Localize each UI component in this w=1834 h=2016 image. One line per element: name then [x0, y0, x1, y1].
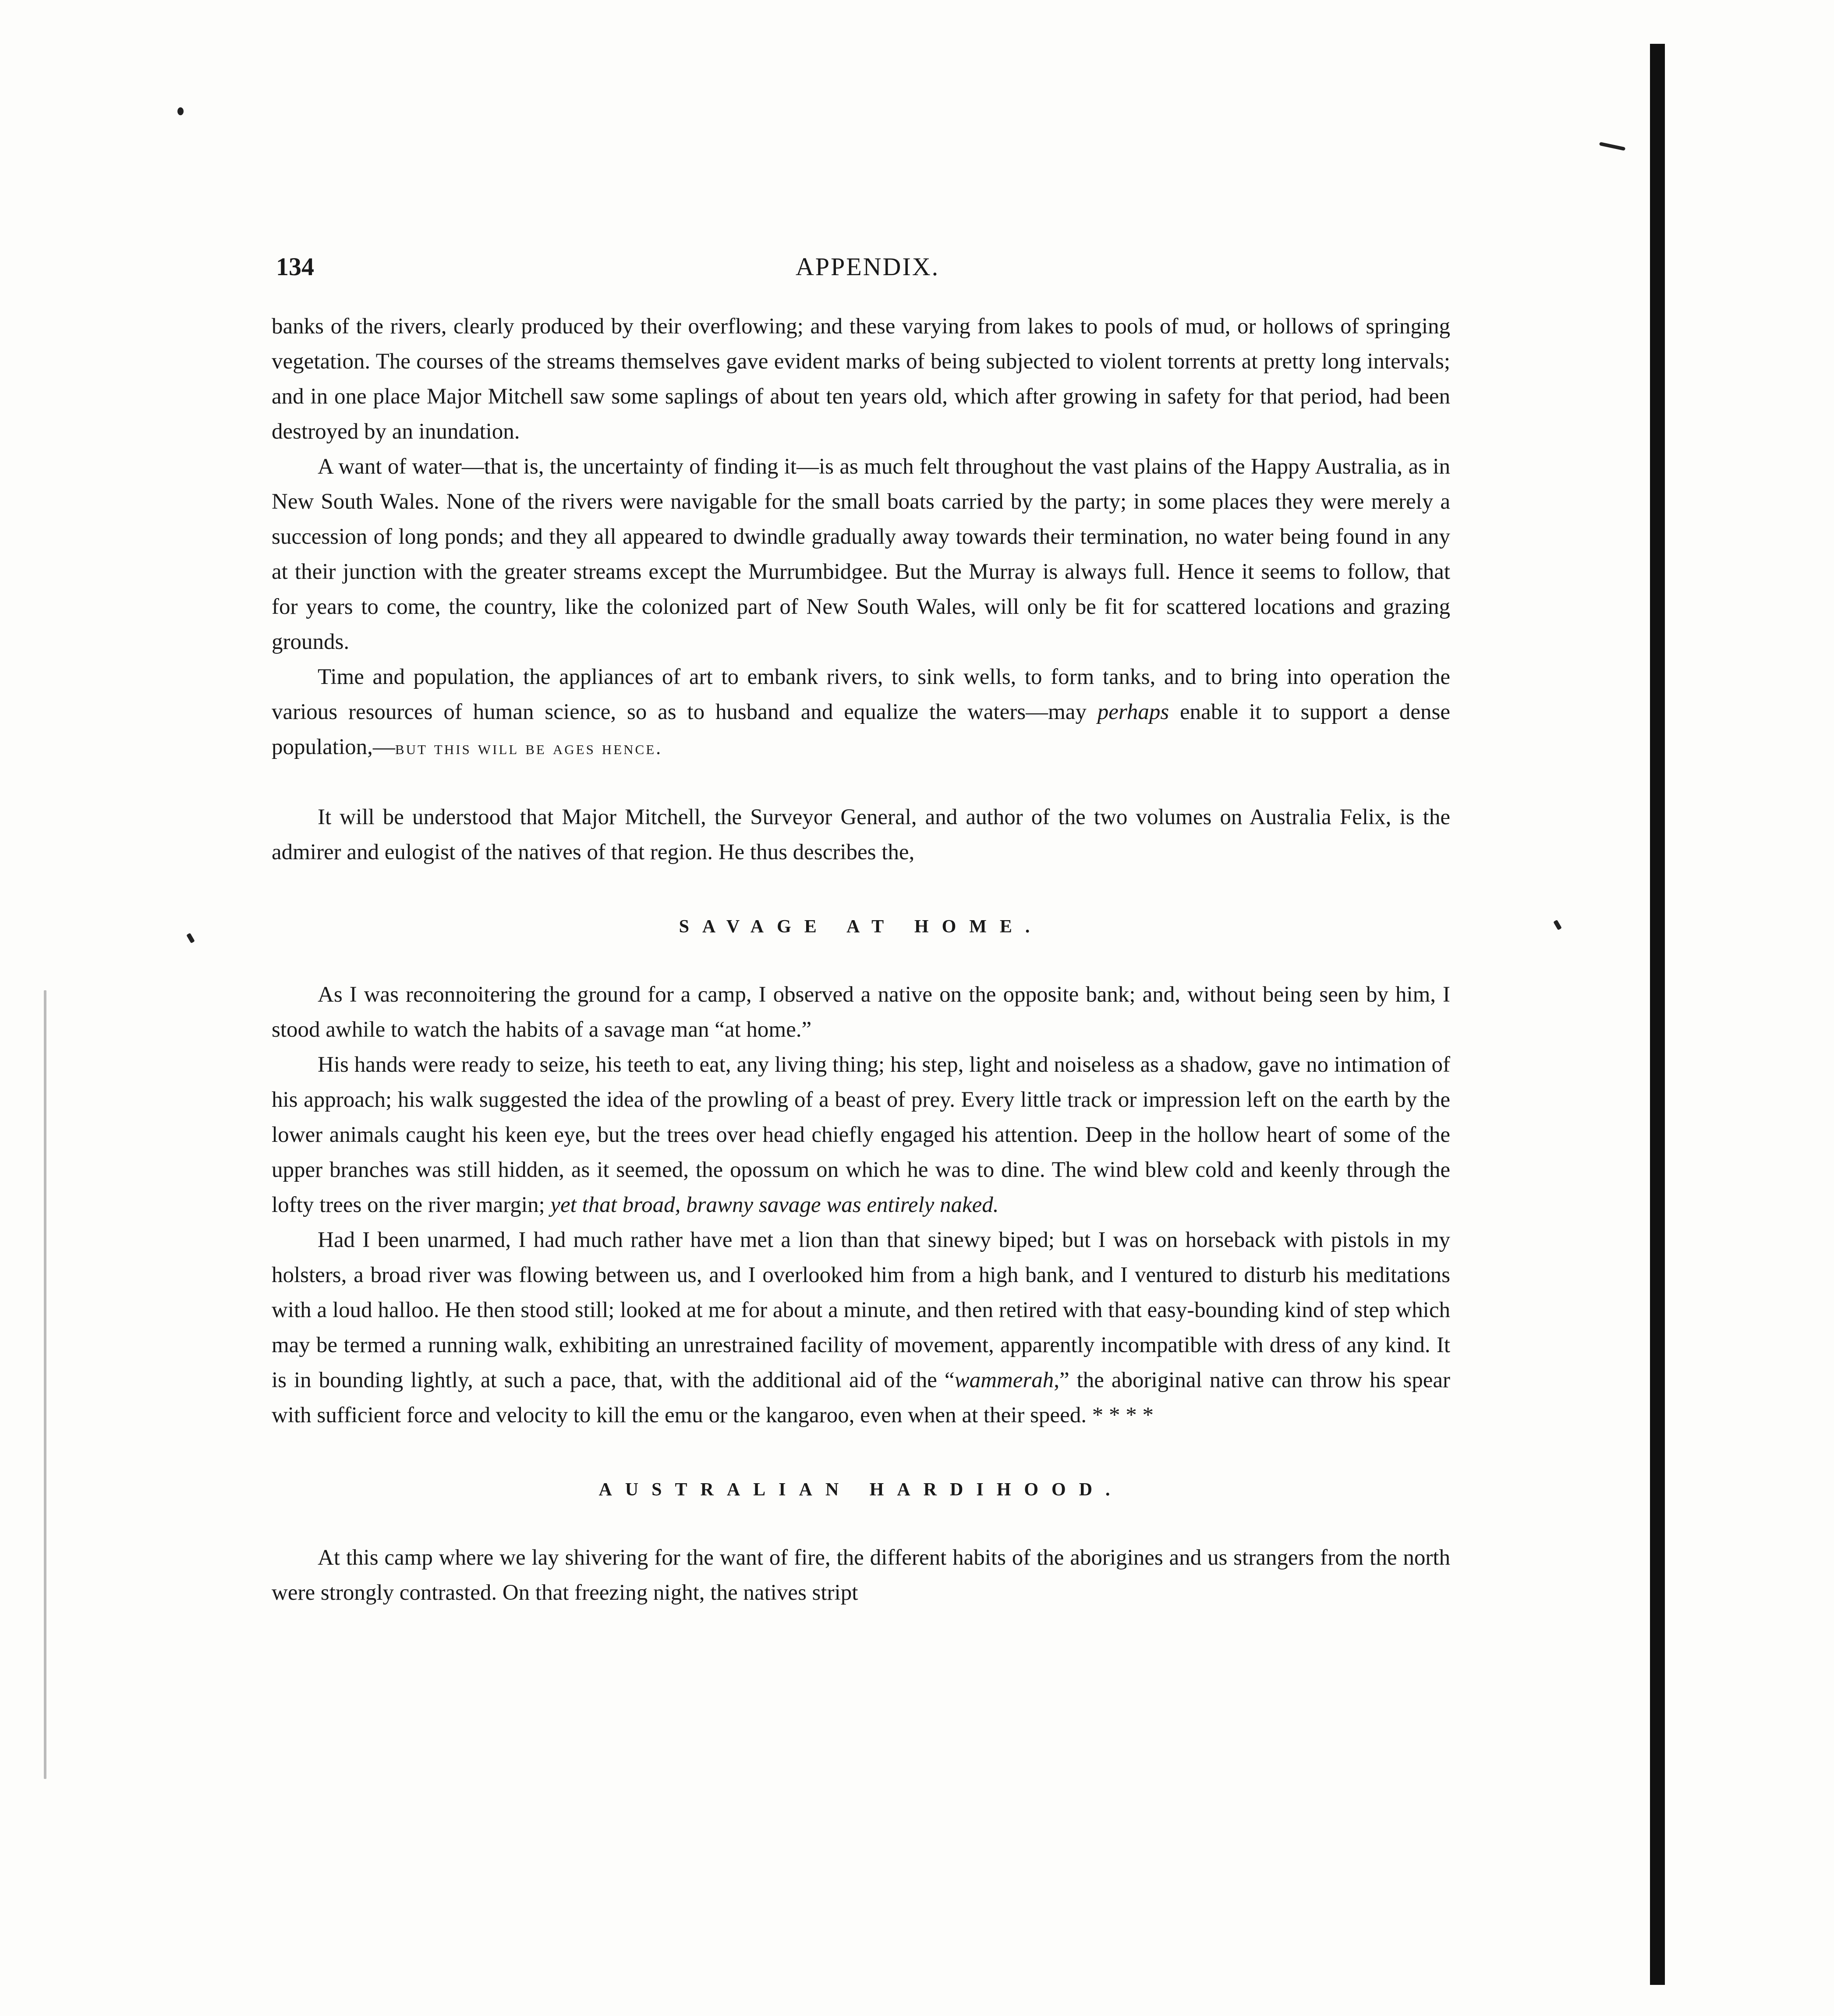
ink-speck: [44, 990, 46, 1779]
section-heading: AUSTRALIAN HARDIHOOD.: [598, 1480, 1123, 1500]
italic-emphasis: wammerah: [954, 1368, 1054, 1392]
paragraph: As I was reconnoitering the ground for a camp, I observed a native on the opposite bank; and, without being seen by him, I stood awhile to watch the habits of a savage man “at home.”: [272, 982, 1450, 1042]
ink-speck: [186, 933, 195, 943]
paragraph: It will be understood that Major Mitchell, the Surveyor General, and author of the two volumes on Australia Felix, is the admirer and eulogist of the natives of that region. He thus describes the,: [272, 805, 1450, 865]
section-heading: SAVAGE AT HOME.: [679, 917, 1043, 937]
italic-emphasis: perhaps: [1097, 700, 1169, 724]
paragraph: Had I been unarmed, I had much rather have met a lion than that sinewy biped; but I was on horseback with pistols in my holsters, a broad river was flowing between us, and I overlooked him from a high bank, and I ventured to disturb his meditations with a loud halloo. He then stood still; looked at me for about a minute, and then retired with that easy-bounding kind of step which may be termed a running walk, exhibiting an unrestrained facility of movement, apparently incompatible with dress of any kind. It is in bounding lightly, at such a pace, that, with the additional aid of the “wammerah,” the aboriginal native can throw his spear with sufficient force and velocity to kill the emu or the kangaroo, even when at their speed. * * * *: [272, 1228, 1450, 1428]
paragraph: His hands were ready to seize, his teeth to eat, any living thing; his step, light and noiseless as a shadow, gave no intimation of his approach; his walk suggested the idea of the prowling of a beast of prey. Every little track or impression left on the earth by the lower animals caught his keen eye, but the trees over head chiefly engaged his attention. Deep in the hollow heart of some of the upper branches was still hidden, as it seemed, the opossum on which he was to dine. The wind blew cold and keenly through the lofty trees on the river margin; yet that broad, brawny savage was entirely naked.: [272, 1052, 1450, 1217]
book-spine-shadow: [1650, 44, 1665, 1985]
paragraph: Time and population, the appliances of art to embank rivers, to sink wells, to form tanks, and to bring into operation the various resources of human science, so as to husband and equalize the waters—may perhaps enable it to support a dense population,—but this will be ages hence.: [272, 665, 1451, 759]
paragraph: A want of water—that is, the uncertainty of finding it—is as much felt throughout the vast plains of the Happy Australia, as in New South Wales. None of the rivers were navigable for the small boats carried by the party; in some places they were merely a succession of long ponds; and they all appeared to dwindle gradually away towards their termination, no water being found in any at their junction with the greater streams except the Murrumbidgee. But the Murray is always full. Hence it seems to follow, that for years to come, the country, like the colonized part of New South Wales, will only be fit for scattered locations and grazing grounds.: [272, 454, 1450, 654]
ink-speck: [177, 107, 184, 115]
ink-speck: [1553, 920, 1562, 930]
running-title: APPENDIX.: [795, 252, 940, 281]
italic-emphasis: yet that broad, brawny savage was entirely naked.: [550, 1193, 999, 1217]
body-text: [272, 309, 1450, 1610]
ink-speck: [1599, 142, 1625, 151]
paragraph: banks of the rivers, clearly produced by their overflowing; and these varying from lakes to pools of mud, or hollows of springing vegetation. The courses of the streams themselves gave evident marks of being subjected to violent torrents at pretty long intervals; and in one place Major Mitchell saw some saplings of about ten years old, which after growing in safety for that period, had been destroyed by an inundation.: [272, 314, 1450, 444]
paragraph: At this camp where we lay shivering for the want of fire, the different habits of the aborigines and us strangers from the north were strongly contrasted. On that freezing night, the natives stript: [272, 1545, 1450, 1605]
page-number: 134: [276, 252, 314, 281]
running-head: [276, 252, 1459, 291]
small-caps-emphasis: but this will be ages hence.: [395, 737, 663, 758]
